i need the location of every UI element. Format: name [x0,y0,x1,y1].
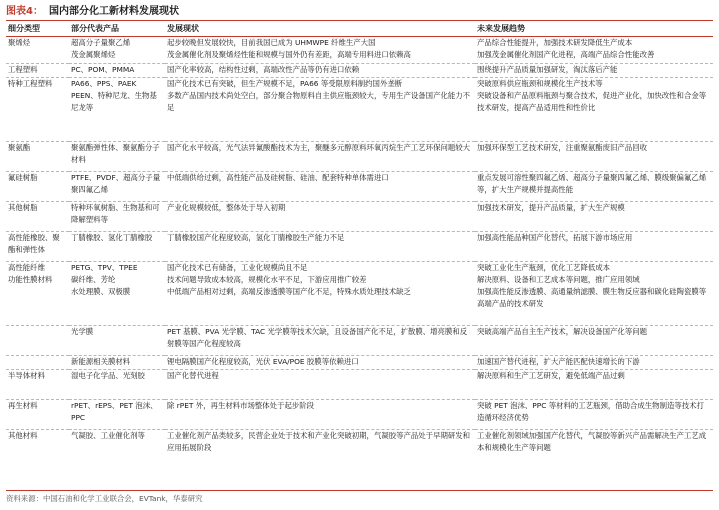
cell-category: 高性能纤维 功能性膜材料 [6,262,69,326]
table-row [6,356,713,370]
cell-category [6,356,69,370]
cell-products: 湿电子化学品、光刻胶 [69,370,165,400]
source-note: 资料来源：中国石油和化学工业联合会，EVTank，华泰研究 [6,490,713,504]
cell-status: 除 rPET 外，再生材料市场整体处于起步阶段 [165,400,475,430]
cell-trend: 加强技术研发，提升产品质量，扩大生产规模 [475,202,713,232]
cell-trend: 加速国产替代进程，扩大产能匹配快速增长的下游 [475,356,713,370]
cell-category: 其他材料 [8,431,38,440]
cell-category: 再生材料 [6,400,69,430]
cell-trend: 突破原料供应瓶颈和规模化生产技术等 突破设备和产品原料瓶颈与聚合技术，促进产业化，加快改性和合金等技术研发，提高产品适用性和性价比 [475,78,713,142]
cell-trend: 突破工业化生产瓶颈，优化工艺降低成本 解决原料、设备和工艺成本等问题，推广应用领域 加强高性能反渗透膜、高通量纳滤膜、膜生物反应器和碳化硅陶瓷膜等高端产品的技术研发 [475,262,713,326]
table-row [6,78,713,142]
cell-products: 气凝胶、工业催化剂等 [71,431,145,440]
header-category: 细分类型 [6,22,69,37]
cell-status: 国产化技术已有储备，工业化规模尚且不足 技术问题导致成本较高，规模化水平不足，下游应用推广较差 中低端产品相对过剩，高端反渗透膜等国产化不足，特殊水质处理技术缺乏 [165,262,475,326]
cell-trend: 围绕提升产品质量加强研发，淘汰落后产能 [475,64,713,78]
cell-trend: 工业催化剂领域加强国产化替代，气凝胶等新兴产品需解决生产工艺成本和规模化生产等问题 [477,431,707,452]
cell-category: 高性能橡胶、聚酯和弹性体 [6,232,69,262]
cell-products: PETG、TPV、TPEE 碳纤维、芳纶 水处理膜、双极膜 [69,262,165,326]
figure-title [6,5,713,21]
table-row [6,370,713,400]
cell-category: 特种工程塑料 [6,78,69,142]
cell-trend: 解决原料和生产工艺研发，避免低端产品过剩 [475,370,713,400]
cell-category [6,326,69,356]
cell-status: 丁腈橡胶国产化程度较高，氢化丁腈橡胶生产能力不足 [165,232,475,262]
table-row [6,64,713,78]
table-row [6,262,713,326]
cell-category: 聚氨酯 [6,142,69,172]
cell-status: 国产化率较高，结构性过剩，高端改性产品等仍有进口依赖 [165,64,475,78]
table-header-row [6,22,713,37]
cell-trend: 重点发展可溶性聚四氟乙烯、超高分子量聚四氟乙烯、膜级聚偏氟乙烯等，扩大生产规模并提高性能 [475,172,713,202]
header-status: 发展现状 [165,22,475,37]
cell-trend: 突破 PET 泡沫、PPC 等材料的工艺瓶颈，借助合成生物制造等技术打造循环经济优势 [475,400,713,430]
cell-status: PET 基膜、PVA 光学膜、TAC 光学膜等技术欠缺，且设备国产化不足，扩散膜、增亮膜和反射膜等国产化程度较高 [165,326,475,356]
figure-label: 图表4： [6,6,43,17]
table-row [6,232,713,262]
cell-category: 工程塑料 [6,64,69,78]
cell-products: 聚氨酯弹性体、聚氨酯分子材料 [69,142,165,172]
cell-category: 氟硅树脂 [6,172,69,202]
materials-table [6,22,713,460]
cell-products: 超高分子量聚乙烯 茂金属聚烯烃 [69,37,165,64]
cell-status: 国产化水平较高，光气法异氰酸酯技术为主，聚醚多元醇原料环氧丙烷生产工艺环保问题较大 [165,142,475,172]
cell-status: 工业催化剂产品类较多，民营企业处于技术和产业化突破初期，气凝胶等产品处于早期研发和应用拓展阶段 [167,431,471,452]
cell-products: PTFE、PVDF、超高分子量聚四氟乙烯 [69,172,165,202]
table-row [6,202,713,232]
table-row [6,172,713,202]
cell-products: 特种环氧树脂、生物基和可降解塑料等 [69,202,165,232]
cell-category: 聚烯烃 [6,37,69,64]
table-row [6,400,713,430]
cell-status: 国产化技术已有突破，但生产规模不足，PA66 等受限原料制约国外垄断 多数产品国内技术尚处空白，部分聚合物原料自主供应瓶颈较大，专用生产设备国产化能力不足 [165,78,475,142]
table-row [6,142,713,172]
cell-trend: 加强高性能品种国产化替代，拓展下游市场应用 [475,232,713,262]
table-row [6,37,713,64]
cell-trend: 突破高端产品自主生产技术，解决设备国产化等问题 [475,326,713,356]
cell-trend: 产品综合性能提升，加强技术研发降低生产成本 加强茂金属催化剂国产化进程，高端产品综合性能改善 [475,37,713,64]
cell-products: 光学膜 [69,326,165,356]
cell-products: 丁腈橡胶、氢化丁腈橡胶 [69,232,165,262]
header-products: 部分代表产品 [69,22,165,37]
cell-products: rPET、rEPS、PET 泡沫、PPC [69,400,165,430]
figure-title-text: 国内部分化工新材料发展现状 [48,6,179,17]
table-row [6,326,713,356]
cell-products: 新能源相关膜材料 [69,356,165,370]
cell-status: 起步较晚但发展较快，目前我国已成为 UHMWPE 纤维生产大国 茂金属催化剂及聚烯烃性能和规模与国外仍有差距，高端专用料进口依赖高 [165,37,475,64]
cell-products: PC、POM、PMMA [69,64,165,78]
cell-products: PA66、PPS、PAEK PEEN、特种尼龙、生物基尼龙等 [69,78,165,142]
cell-status: 锂电隔膜国产化程度较高，光伏 EVA/POE 胶膜等依赖进口 [165,356,475,370]
cell-category: 其他树脂 [6,202,69,232]
cell-status: 中低端供给过剩，高性能产品及硅树脂、硅油、配套特种单体需进口 [165,172,475,202]
cell-status: 产业化规模较低，整体处于导入初期 [165,202,475,232]
cell-status: 国产化替代进程 [165,370,475,400]
cell-category: 半导体材料 [6,370,69,400]
header-trend: 未来发展趋势 [475,22,713,37]
table-row [6,430,713,460]
cell-trend: 加强环保型工艺技术研发，注重聚氨酯废旧产品回收 [475,142,713,172]
